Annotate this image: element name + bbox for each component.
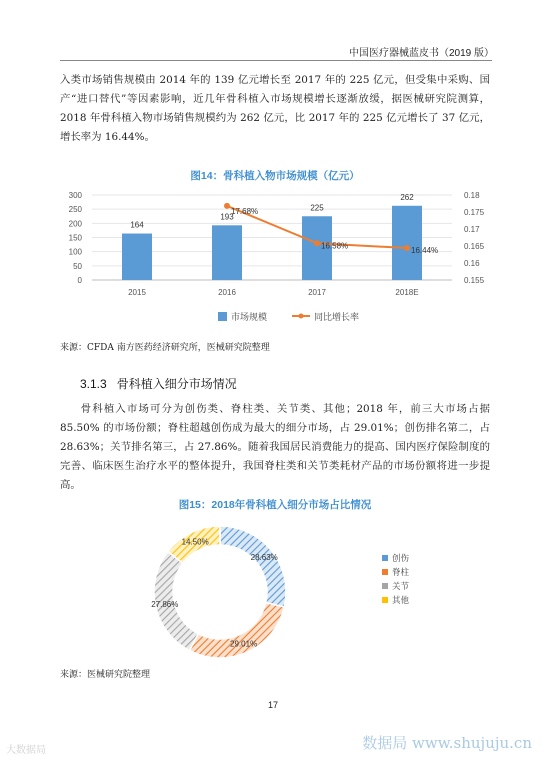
body-paragraph-1: 入类市场销售规模由 2014 年的 139 亿元增长至 2017 年的 225 亿元，但受集中采购、国产“进口替代”等因素影响，近几年骨科植入市场规模增长逐渐放缓，据医械研究院测算，2018 年骨科植入物市场销售规模约为 262 亿元，比 2017 年的 225 亿元增长了 37 亿元，增长率为 16.44%。 (60, 74, 490, 143)
legend-swatch-market-size (218, 312, 227, 321)
growth-data-label: 17.68% (231, 206, 259, 216)
bar (122, 234, 152, 280)
section-heading (80, 375, 237, 392)
y-tick-label: 0 (77, 276, 82, 285)
figure-14-source: 来源：CFDA 南方医药经济研究所，医械研究院整理 (60, 343, 270, 353)
growth-point (224, 203, 230, 209)
bar-data-label: 262 (400, 192, 414, 202)
y2-tick-label: 0.16 (464, 259, 480, 268)
legend-marker-growth (299, 314, 304, 319)
legend-swatch (382, 583, 388, 589)
watermark-left: 大数据局 (6, 745, 46, 756)
y2-tick-label: 0.18 (464, 191, 480, 200)
legend-label: 创伤 (392, 553, 410, 563)
growth-point (404, 245, 410, 251)
y-tick-label: 100 (68, 247, 82, 257)
legend-swatch (382, 555, 388, 561)
donut-data-label: 28.63% (250, 552, 278, 562)
figure-14-title: 图14：骨科植入物市场规模（亿元） (190, 170, 360, 182)
donut-data-label: 27.86% (151, 600, 179, 610)
figure-15-source: 来源：医械研究院整理 (60, 670, 151, 680)
y-tick-label: 50 (73, 261, 82, 271)
legend-label-growth: 同比增长率 (314, 312, 360, 322)
y-tick-label: 200 (68, 219, 82, 229)
legend-swatch (382, 569, 388, 575)
donut-slice (190, 603, 285, 658)
x-tick-label: 2015 (128, 288, 146, 297)
figure-15-title: 图15：2018年骨科植入细分市场占比情况 (178, 499, 372, 511)
legend-label: 其他 (392, 595, 410, 605)
donut-slice (220, 526, 286, 607)
legend-label: 脊柱 (392, 567, 410, 577)
bar (392, 206, 422, 280)
growth-point (314, 240, 320, 246)
x-tick-label: 2017 (308, 288, 326, 297)
legend-label: 关节 (392, 581, 410, 591)
x-tick-label: 2016 (218, 288, 236, 297)
donut-data-label: 29.01% (230, 639, 258, 649)
y-tick-label: 300 (68, 191, 82, 200)
growth-data-label: 16.44% (411, 246, 439, 256)
legend-swatch (382, 597, 388, 603)
header-divider (60, 60, 492, 61)
y2-tick-label: 0.155 (464, 276, 485, 285)
header-title: 中国医疗器械蓝皮书（2019 版） (348, 48, 494, 59)
x-tick-label: 2018E (395, 288, 419, 297)
y-tick-label: 150 (68, 233, 82, 243)
section-number: 3.1.3 (80, 377, 107, 391)
bar-data-label: 225 (310, 203, 324, 213)
page-number: 17 (267, 700, 278, 710)
donut-data-label: 14.50% (181, 537, 209, 547)
legend-label-market-size: 市场规模 (231, 312, 268, 322)
growth-data-label: 16.58% (321, 241, 349, 251)
watermark-right: 数据局 www.shujuju.cn (362, 734, 532, 752)
bar-line-chart (60, 182, 500, 327)
section-title: 骨科植入细分市场情况 (116, 377, 237, 391)
y-tick-label: 250 (68, 205, 82, 215)
y2-tick-label: 0.165 (464, 242, 485, 251)
donut-chart (60, 510, 490, 660)
y2-tick-label: 0.175 (464, 208, 485, 217)
y2-tick-label: 0.17 (464, 225, 480, 234)
body-paragraph-2: 骨科植入市场可分为创伤类、脊柱类、关节类、其他；2018 年，前三大市场占据 85.50% 的市场份额；脊柱超越创伤成为最大的细分市场，占 29.01%；创伤排名第二，占 28.63%；关节排名第三，占 27.86%。随着我国居民消费能力的提高、国内医疗保险制度的完善、临床医生治疗水平的整体提升，我国脊柱类和关节类耗材产品的市场份额将进一步提高。 (60, 403, 490, 491)
bar (212, 225, 242, 280)
bar-data-label: 164 (130, 220, 144, 230)
bar-data-label: 193 (220, 212, 234, 222)
